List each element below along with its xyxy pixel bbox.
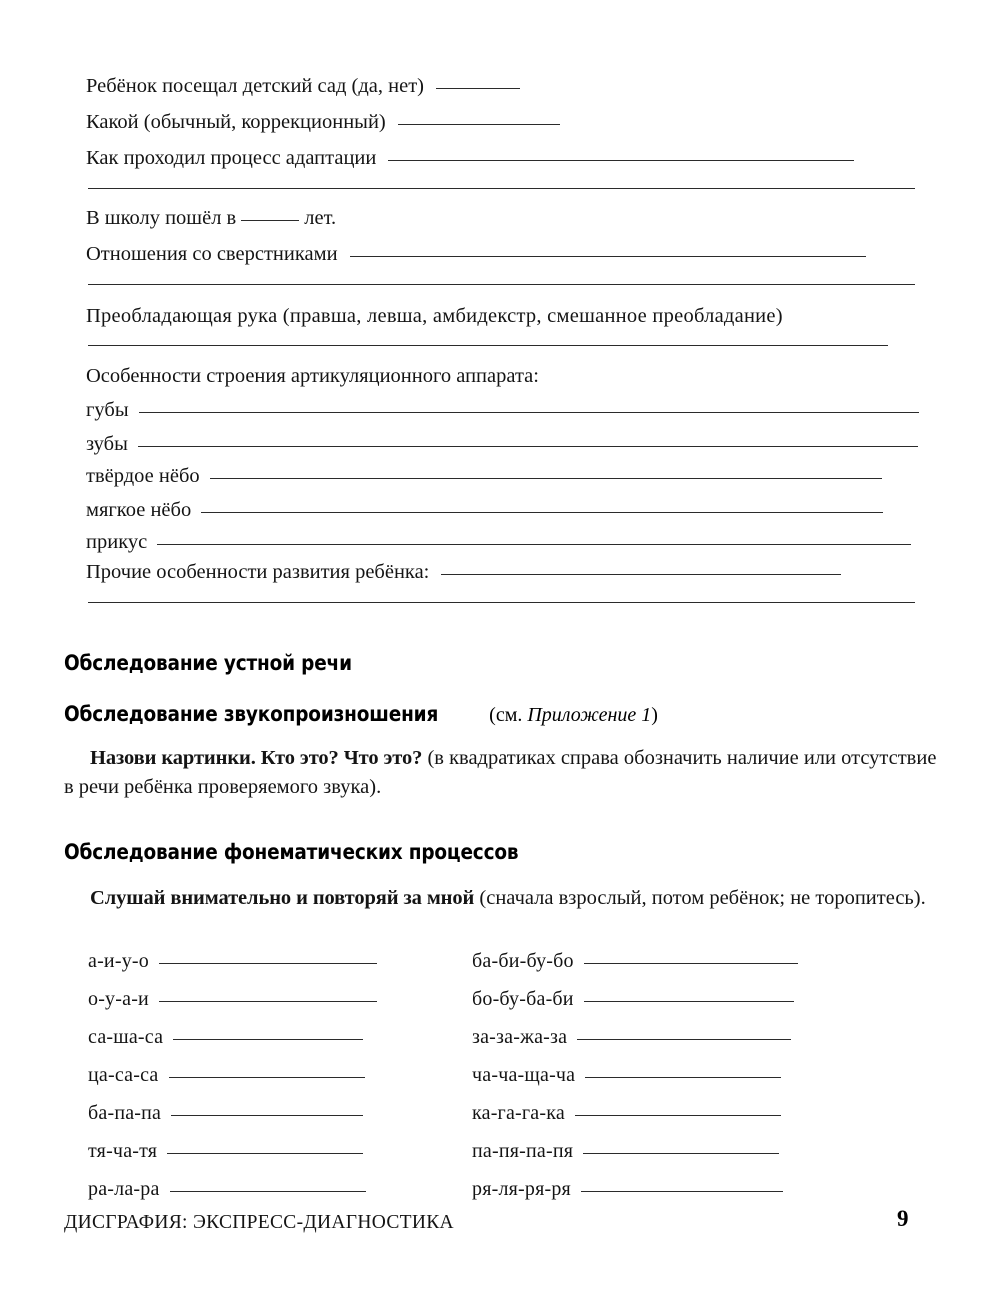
answer-rule[interactable] — [441, 574, 841, 575]
field-school-start-age — [86, 208, 336, 229]
syllable-row — [472, 950, 798, 973]
syllable-text: ба-би-бу-бо — [472, 950, 574, 972]
answer-rule[interactable] — [583, 1153, 779, 1154]
field-label-prefix: В школу пошёл в — [86, 207, 237, 229]
answer-rule[interactable] — [159, 963, 377, 964]
heading-text: Обследование звукопроизношения — [64, 702, 439, 726]
syllable-row — [88, 1140, 363, 1163]
field-dominant-hand — [86, 306, 783, 327]
answer-rule[interactable] — [388, 160, 854, 161]
instruction-bold: Назови картинки. Кто это? Что это? — [90, 747, 423, 769]
syllable-text: ра-ла-ра — [88, 1178, 160, 1200]
field-peer-relations — [86, 244, 866, 265]
heading-note-close: ) — [651, 704, 658, 726]
syllable-row — [88, 1102, 363, 1125]
field-label-suffix: лет. — [304, 207, 337, 229]
field-label: мягкое нёбо — [86, 499, 192, 521]
answer-rule[interactable] — [581, 1191, 783, 1192]
syllable-row — [472, 1026, 791, 1049]
instruction-bold: Слушай внимательно и повторяй за мной — [90, 887, 475, 909]
age-blank[interactable] — [241, 220, 299, 221]
heading-note-reference: Приложение 1 — [527, 704, 652, 726]
syllable-row — [472, 988, 794, 1011]
answer-rule[interactable] — [577, 1039, 791, 1040]
syllable-text: ка-га-га-ка — [472, 1102, 565, 1124]
syllable-text: ча-ча-ща-ча — [472, 1064, 576, 1086]
articulation-heading — [86, 366, 539, 387]
field-label: Как проходил процесс адаптации — [86, 147, 377, 169]
section-label: Особенности строения артикуляционного аппарата: — [86, 365, 539, 387]
syllable-text: ря-ля-ря-ря — [472, 1178, 571, 1200]
instruction-listen-repeat — [64, 884, 944, 913]
field-adaptation-process — [86, 148, 854, 169]
answer-rule[interactable] — [138, 446, 918, 447]
syllable-row — [472, 1064, 781, 1087]
heading-oral-speech-examination: Обследование устной речи — [64, 651, 352, 675]
field-label: прикус — [86, 531, 148, 553]
heading-note-open: (см. — [489, 704, 528, 726]
answer-rule-continuation[interactable] — [88, 602, 915, 603]
syllable-text: о-у-а-и — [88, 988, 149, 1010]
field-label: Ребёнок посещал детский сад (да, нет) — [86, 75, 424, 97]
answer-rule[interactable] — [575, 1115, 781, 1116]
field-soft-palate — [86, 500, 883, 521]
field-label: Какой (обычный, коррекционный) — [86, 111, 386, 133]
syllable-text: па-пя-па-пя — [472, 1140, 574, 1162]
heading-phonemic-processes: Обследование фонематических процессов — [64, 840, 519, 864]
field-bite — [86, 532, 911, 553]
answer-rule[interactable] — [159, 1001, 377, 1002]
answer-rule[interactable] — [585, 1077, 781, 1078]
heading-sound-pronunciation — [64, 702, 658, 727]
instruction-rest: (сначала взрослый, потом ребёнок; не торопитесь). — [474, 887, 926, 909]
syllable-row — [88, 1064, 365, 1087]
answer-rule[interactable] — [436, 88, 520, 89]
instruction-name-pictures — [64, 744, 940, 802]
syllable-row — [472, 1140, 779, 1163]
answer-rule[interactable] — [210, 478, 882, 479]
answer-rule-continuation[interactable] — [88, 188, 915, 189]
field-kindergarten-type — [86, 112, 560, 133]
syllable-text: ба-па-па — [88, 1102, 162, 1124]
field-label: губы — [86, 399, 129, 421]
field-lips — [86, 400, 919, 421]
answer-rule[interactable] — [169, 1077, 365, 1078]
syllable-row — [88, 950, 377, 973]
syllable-row — [88, 1178, 366, 1201]
footer-book-title: ДИСГРАФИЯ: ЭКСПРЕСС-ДИАГНОСТИКА — [64, 1212, 454, 1233]
answer-rule[interactable] — [167, 1153, 363, 1154]
field-other-features — [86, 562, 841, 583]
field-teeth — [86, 434, 918, 455]
field-hard-palate — [86, 466, 882, 487]
syllable-text: са-ша-са — [88, 1026, 164, 1048]
syllable-row — [88, 1026, 363, 1049]
syllable-text: ца-са-са — [88, 1064, 159, 1086]
syllable-row — [472, 1178, 783, 1201]
field-label: зубы — [86, 433, 128, 455]
answer-rule-continuation[interactable] — [88, 345, 888, 346]
syllable-row — [88, 988, 377, 1011]
field-label: Преобладающая рука (правша, левша, амбидекстр, смешанное преобладание) — [86, 305, 783, 327]
field-label: Отношения со сверстниками — [86, 243, 338, 265]
answer-rule[interactable] — [398, 124, 560, 125]
answer-rule[interactable] — [584, 963, 798, 964]
answer-rule[interactable] — [157, 544, 911, 545]
syllable-text: а-и-у-о — [88, 950, 149, 972]
answer-rule[interactable] — [584, 1001, 794, 1002]
syllable-text: тя-ча-тя — [88, 1140, 158, 1162]
answer-rule[interactable] — [170, 1191, 366, 1192]
answer-rule-continuation[interactable] — [88, 284, 915, 285]
page-number: 9 — [897, 1206, 909, 1231]
syllable-row — [472, 1102, 781, 1125]
answer-rule[interactable] — [173, 1039, 363, 1040]
field-label: твёрдое нёбо — [86, 465, 200, 487]
instruction-rest: (в квадратиках справа обозначить наличие или отсутствие в речи ребёнка проверяемого звука). — [64, 747, 937, 798]
field-label: Прочие особенности развития ребёнка: — [86, 561, 430, 583]
answer-rule[interactable] — [201, 512, 883, 513]
answer-rule[interactable] — [171, 1115, 363, 1116]
field-kindergarten-attended — [86, 76, 520, 97]
answer-rule[interactable] — [350, 256, 866, 257]
syllable-text: за-за-жа-за — [472, 1026, 568, 1048]
answer-rule[interactable] — [139, 412, 919, 413]
syllable-text: бо-бу-ба-би — [472, 988, 574, 1010]
